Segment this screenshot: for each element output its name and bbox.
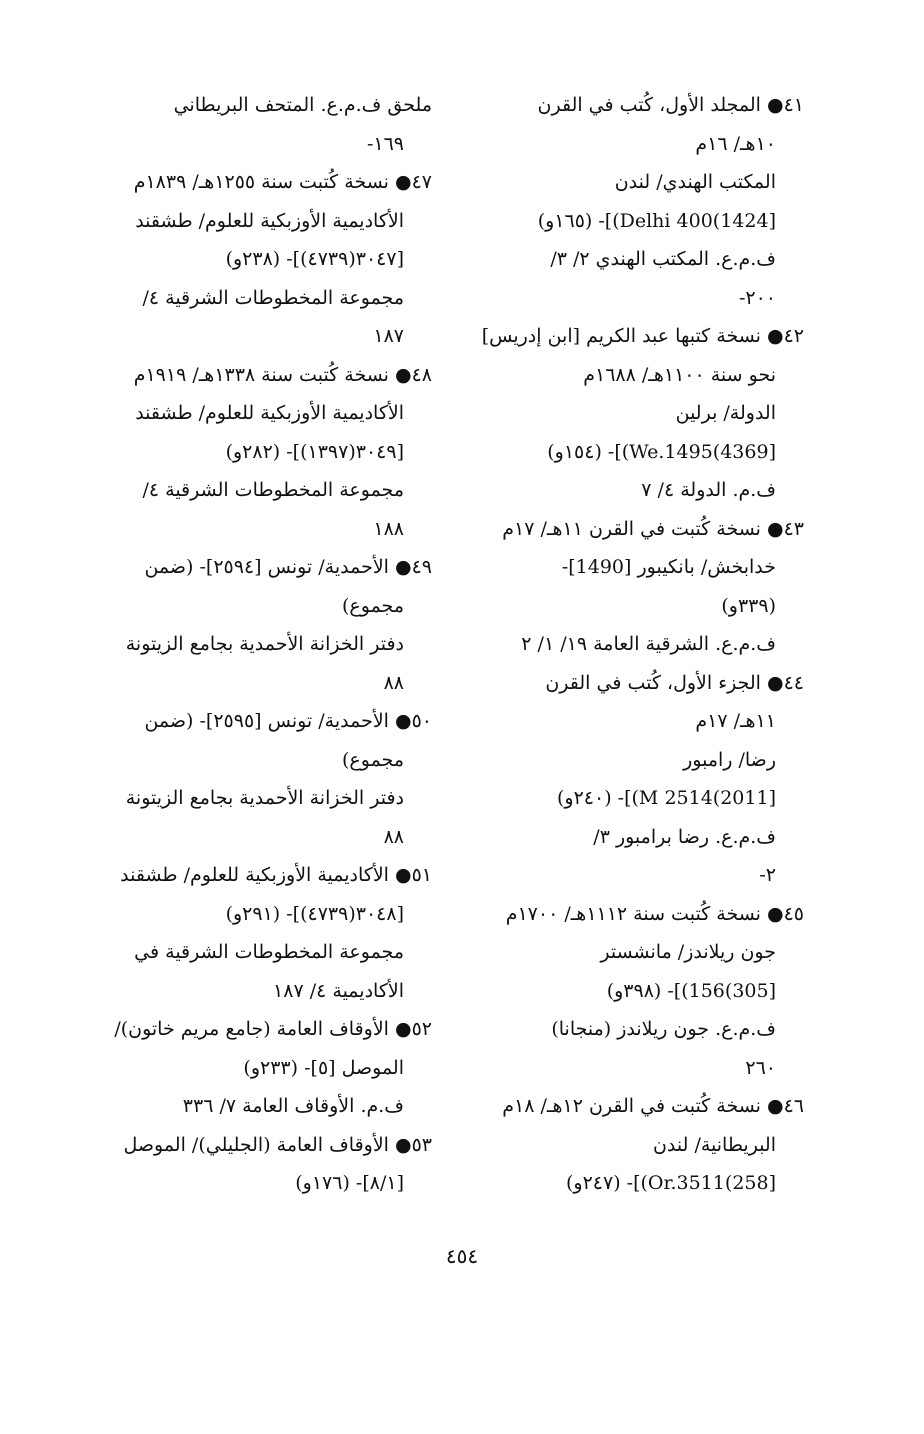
entry-detail-line: ١٨٨ xyxy=(373,517,404,540)
entry-heading-line: ٤٣● نسخة كُتبت في القرن ١١هـ/ ١٧م xyxy=(502,517,804,540)
entry-detail-line: دفتر الخزانة الأحمدية بجامع الزيتونة xyxy=(125,633,404,655)
entry-detail-line: الموصل [٥]- (٢٣٣و) xyxy=(243,1056,404,1079)
entry-detail-line: ٢٦٠ xyxy=(745,1056,776,1079)
catalog-entry xyxy=(80,702,432,856)
entry-heading-line: ٤٤● الجزء الأول، كُتب في القرن xyxy=(545,671,804,694)
entry-heading-line: ملحق ف.م.ع. المتحف البريطاني xyxy=(173,94,432,116)
entry-detail-line: ١٨٧ xyxy=(373,325,404,347)
entry-detail-line: الدولة/ برلين xyxy=(675,402,776,424)
catalog-entry xyxy=(80,548,432,702)
entry-detail-line: [1424)Delhi 400)]- (١٦٥و) xyxy=(537,209,776,232)
entry-detail-line: ف.م.ع. جون ريلاندز (منجانا) xyxy=(551,1018,776,1040)
entry-detail-line: [305)156)]- (٣٩٨و) xyxy=(606,979,776,1002)
entry-detail-line: خدابخش/ بانكيبور [1490]- xyxy=(561,556,776,578)
catalog-entry xyxy=(80,163,432,356)
entry-detail-line: ف.م.ع. المكتب الهندي ٢/ ٣/ xyxy=(550,248,776,270)
entry-detail-line: البريطانية/ لندن xyxy=(652,1133,776,1156)
entry-detail-line: ف.م.ع. رضا برامبور ٣/ xyxy=(593,825,776,848)
entry-detail-line: ١٠هـ/ ١٦م xyxy=(695,132,776,155)
catalog-entry xyxy=(80,856,432,1010)
entry-heading-line: ٥٠● الأحمدية/ تونس [٢٥٩٥]- (ضمن xyxy=(144,710,432,732)
catalog-entry xyxy=(452,317,804,510)
entry-detail-line: دفتر الخزانة الأحمدية بجامع الزيتونة xyxy=(125,787,404,809)
entry-heading-line: ٥١● الأكاديمية الأوزبكية للعلوم/ طشقند xyxy=(120,864,432,886)
catalog-entry xyxy=(452,1087,804,1203)
entry-detail-line: (٣٣٩و) xyxy=(721,594,776,617)
entry-detail-line: الأكاديمية الأوزبكية للعلوم/ طشقند xyxy=(135,209,404,232)
entry-heading-line: ٤٨● نسخة كُتبت سنة ١٣٣٨هـ/ ١٩١٩م xyxy=(133,363,432,386)
right-column xyxy=(452,86,804,1203)
catalog-entry xyxy=(80,1010,432,1126)
entry-detail-line: نحو سنة ١١٠٠هـ/ ١٦٨٨م xyxy=(583,363,776,386)
catalog-entry xyxy=(452,510,804,664)
entry-heading-line: ٤٧● نسخة كُتبت سنة ١٢٥٥هـ/ ١٨٣٩م xyxy=(133,171,432,193)
entry-detail-line: ٢- xyxy=(759,864,776,886)
entry-detail-line: ف.م. الدولة ٤/ ٧ xyxy=(641,479,776,501)
entry-detail-line: الأكاديمية الأوزبكية للعلوم/ طشقند xyxy=(135,402,404,424)
entry-heading-line: ٤٦● نسخة كُتبت في القرن ١٢هـ/ ١٨م xyxy=(502,1095,804,1117)
catalog-entry xyxy=(452,664,804,895)
entry-heading-line: ٤٩● الأحمدية/ تونس [٢٥٩٤]- (ضمن xyxy=(144,556,432,578)
page-number: ٤٥٤ xyxy=(445,1244,479,1268)
entry-detail-line: ف.م. الأوقاف العامة ٧/ ٣٣٦ xyxy=(182,1095,404,1117)
entry-heading-line: ٤١● المجلد الأول، كُتب في القرن xyxy=(537,94,804,116)
entry-detail-line: [٣٠٤٩(١٣٩٧)]- (٢٨٢و) xyxy=(225,440,404,463)
entry-detail-line: [٣٠٤٨(٤٧٣٩)]- (٢٩١و) xyxy=(225,902,404,925)
entry-detail-line: مجموعة المخطوطات الشرقية في xyxy=(134,941,404,963)
catalog-entry xyxy=(80,1126,432,1203)
entry-detail-line: [٨/١]- (١٧٦و) xyxy=(295,1172,404,1194)
catalog-entry xyxy=(452,895,804,1088)
entry-heading-line: ٥٣● الأوقاف العامة (الجليلي)/ الموصل xyxy=(123,1133,432,1156)
entry-detail-line: جون ريلاندز/ مانشستر xyxy=(600,941,776,963)
left-column xyxy=(80,86,432,1203)
entry-detail-line: ٨٨ xyxy=(383,825,404,848)
catalog-entry xyxy=(80,86,432,163)
entry-heading-line: ٥٢● الأوقاف العامة (جامع مريم خاتون)/ xyxy=(114,1018,432,1040)
entry-detail-line: مجموعة المخطوطات الشرقية ٤/ xyxy=(142,479,404,501)
entry-detail-line: ١٦٩- xyxy=(366,132,404,155)
entry-detail-line: ١١هـ/ ١٧م xyxy=(695,710,776,732)
entry-detail-line: [٣٠٤٧(٤٧٣٩)]- (٢٣٨و) xyxy=(225,248,404,270)
entry-detail-line: [258)Or.3511)]- (٢٤٧و) xyxy=(566,1172,776,1194)
entry-detail-line: المكتب الهندي/ لندن xyxy=(614,171,776,193)
entry-heading-line: ٤٢● نسخة كتبها عبد الكريم [ابن إدريس] xyxy=(481,325,804,347)
entry-detail-line: الأكاديمية ٤/ ١٨٧ xyxy=(273,979,404,1002)
entry-detail-line: ف.م.ع. الشرقية العامة ١٩/ ١/ ٢ xyxy=(521,633,776,655)
entry-detail-line: ٨٨ xyxy=(383,671,404,694)
entry-detail-line: مجموعة المخطوطات الشرقية ٤/ xyxy=(142,286,404,309)
catalog-entry xyxy=(80,356,432,549)
entry-detail-line: ٢٠٠- xyxy=(738,286,776,309)
entry-detail-line: مجموع) xyxy=(342,594,404,617)
entry-detail-line: [2011)2514 M)]- (٢٤٠و) xyxy=(557,787,776,809)
entry-detail-line: مجموع) xyxy=(342,748,404,771)
catalog-entry xyxy=(452,86,804,317)
entry-detail-line: رضا/ رامبور xyxy=(683,748,776,771)
entry-heading-line: ٤٥● نسخة كُتبت سنة ١١١٢هـ/ ١٧٠٠م xyxy=(505,902,804,925)
entry-detail-line: [4369)We.1495)]- (١٥٤و) xyxy=(547,440,776,463)
